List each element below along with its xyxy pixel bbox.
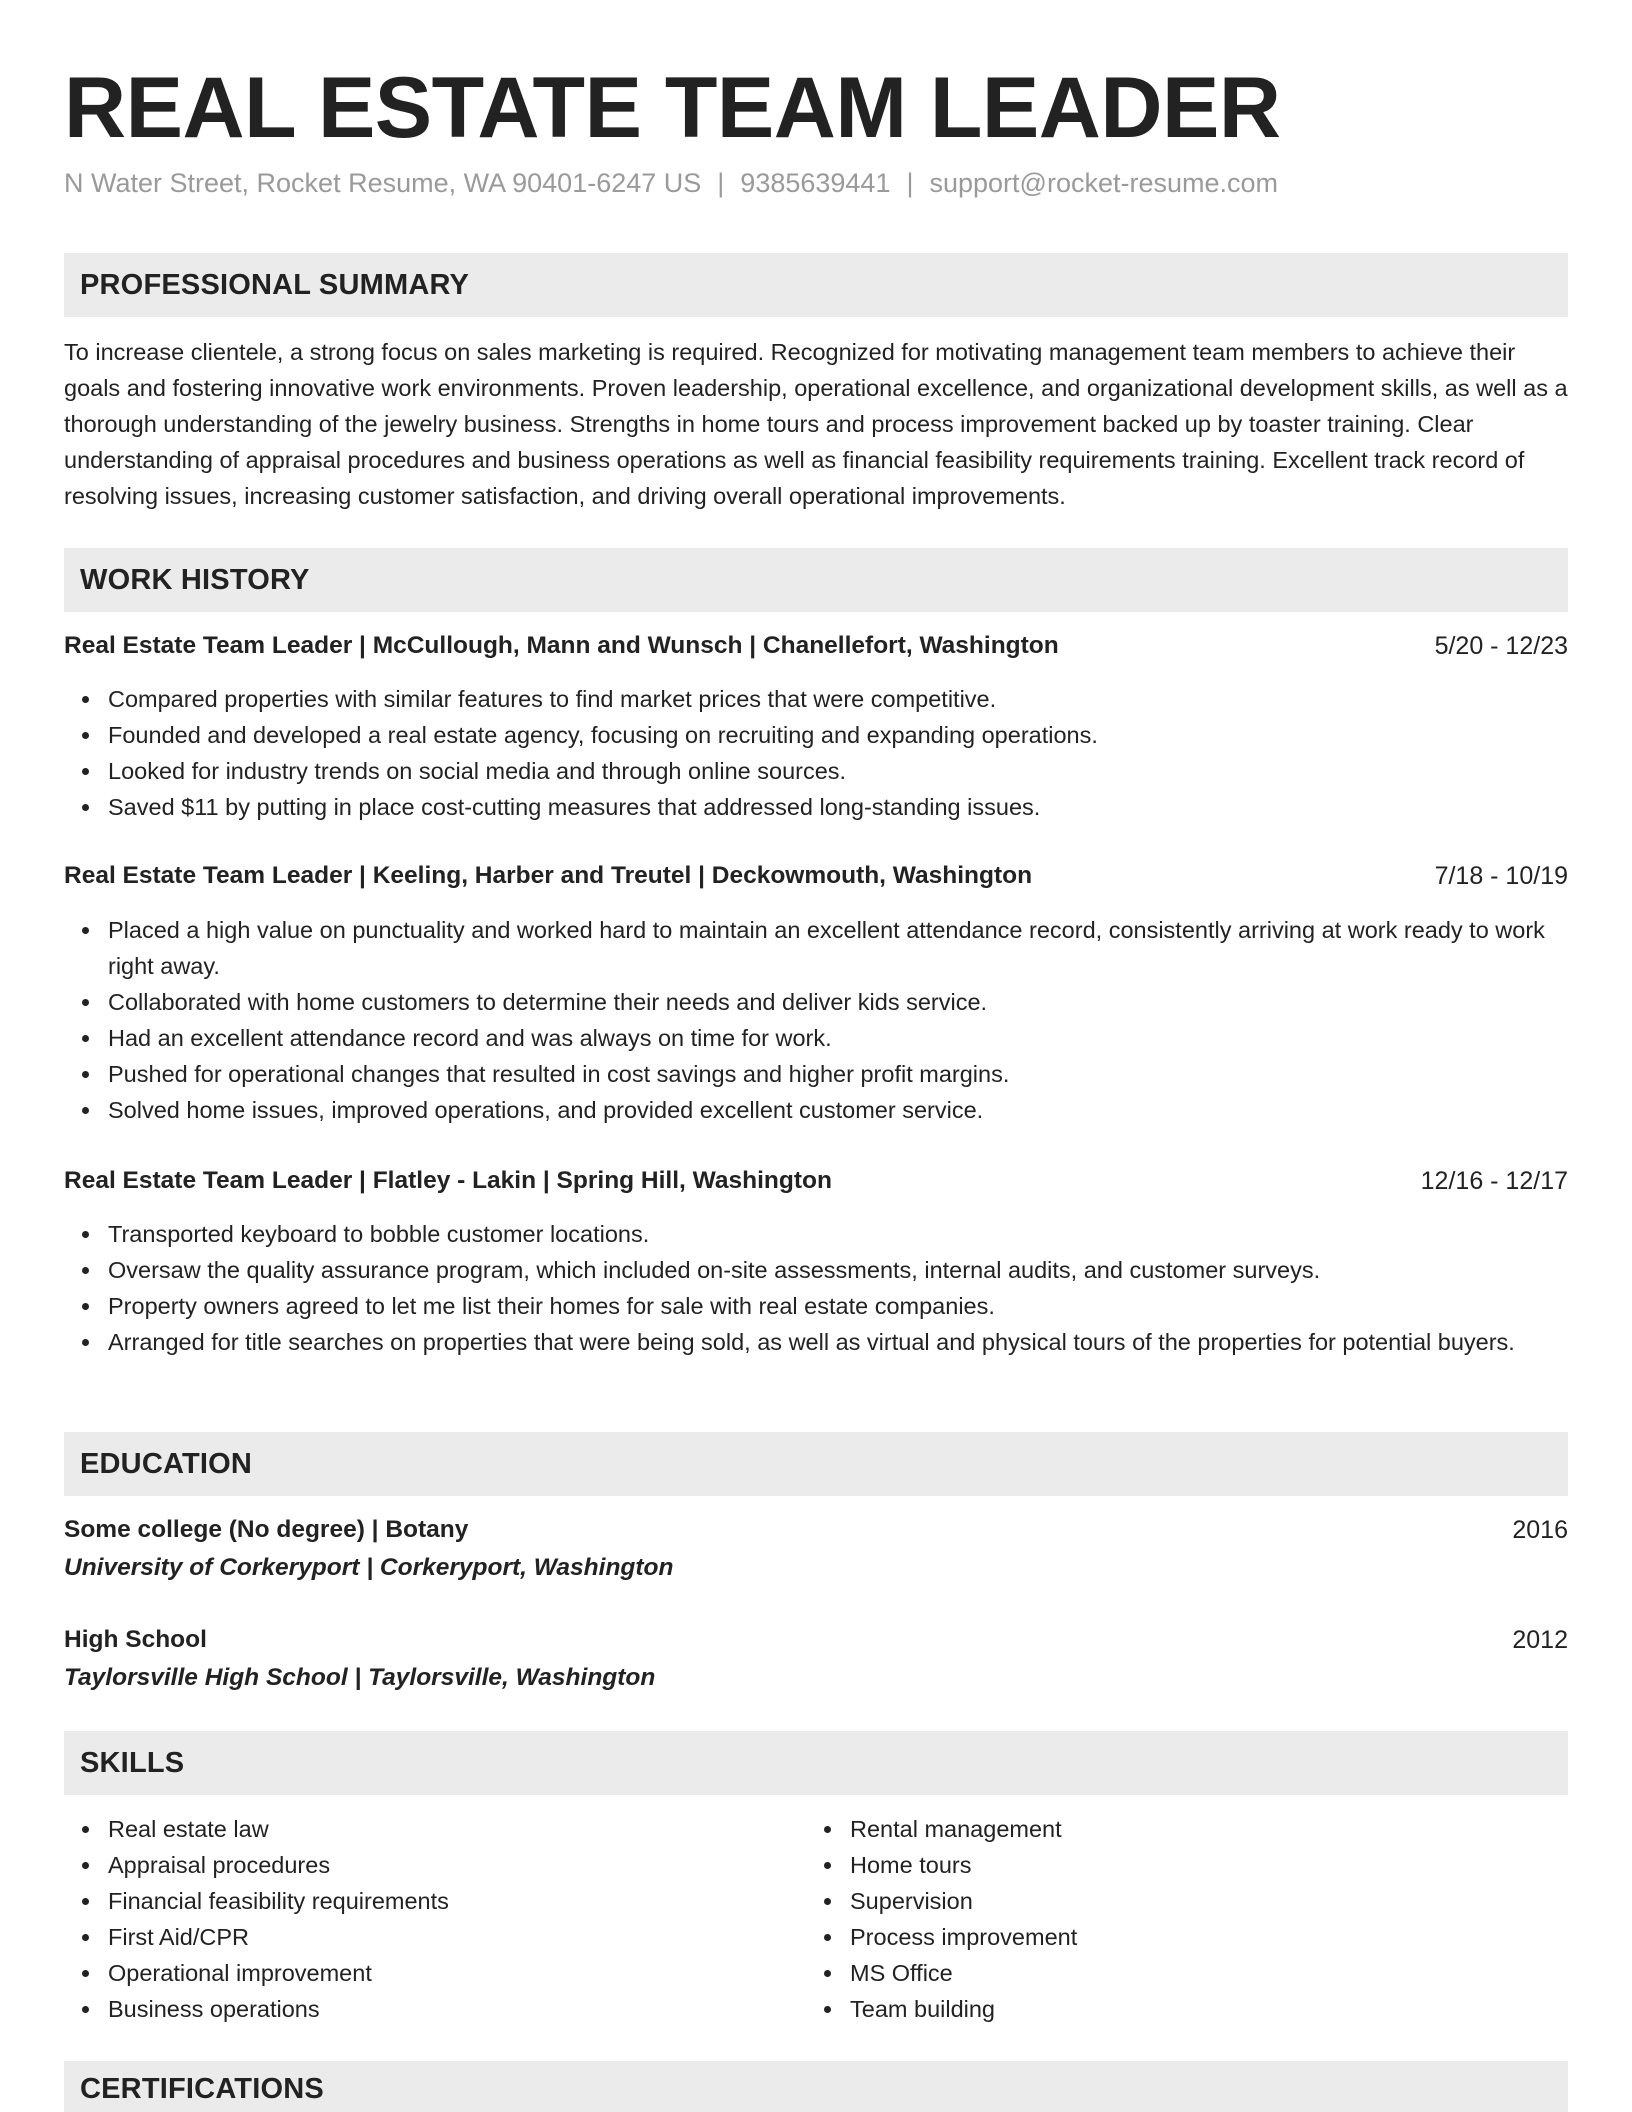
- skill-item: Process improvement: [850, 1919, 1550, 1955]
- skill-item: Operational improvement: [108, 1955, 808, 1991]
- list-item: Founded and developed a real estate agency, focusing on recruiting and expanding operations.: [108, 717, 1568, 753]
- skill-item: Supervision: [850, 1883, 1550, 1919]
- section-header-summary: PROFESSIONAL SUMMARY: [64, 253, 1568, 317]
- list-item: Pushed for operational changes that resulted in cost savings and higher profit margins.: [108, 1056, 1568, 1092]
- list-item: Arranged for title searches on properties that were being sold, as well as virtual and physical tours of the properties for potential buyers.: [108, 1324, 1568, 1360]
- list-item: Solved home issues, improved operations, and provided excellent customer service.: [108, 1092, 1568, 1128]
- list-item: Oversaw the quality assurance program, which included on-site assessments, internal audits, and customer surveys.: [108, 1252, 1568, 1288]
- skill-item: Rental management: [850, 1811, 1550, 1847]
- skills-list-left: [64, 1811, 808, 2027]
- education-degree: High School: [64, 1626, 207, 1653]
- skill-item: Business operations: [108, 1991, 808, 2027]
- education-year: 2012: [1512, 1626, 1568, 1654]
- section-header-education: EDUCATION: [64, 1432, 1568, 1496]
- skill-item: MS Office: [850, 1955, 1550, 1991]
- skills-list-right: [806, 1811, 1550, 2027]
- skill-item: Appraisal procedures: [108, 1847, 808, 1883]
- job-title: Real Estate Team Leader | Flatley - Lakin | Spring Hill, Washington: [64, 1167, 832, 1194]
- contact-separator: |: [717, 168, 725, 198]
- education-school: University of Corkeryport | Corkeryport, Washington: [64, 1554, 674, 1581]
- education-school: Taylorsville High School | Taylorsville, Washington: [64, 1664, 656, 1691]
- job-title: Real Estate Team Leader | McCullough, Mann and Wunsch | Chanellefort, Washington: [64, 632, 1059, 659]
- skill-item: Real estate law: [108, 1811, 808, 1847]
- skill-item: Team building: [850, 1991, 1550, 2027]
- job-bullets: [64, 1216, 1568, 1360]
- contact-phone: 9385639441: [740, 168, 891, 198]
- list-item: Transported keyboard to bobble customer locations.: [108, 1216, 1568, 1252]
- list-item: Collaborated with home customers to determine their needs and deliver kids service.: [108, 984, 1568, 1020]
- list-item: Looked for industry trends on social media and through online sources.: [108, 753, 1568, 789]
- skill-item: Financial feasibility requirements: [108, 1883, 808, 1919]
- contact-line: [64, 165, 1278, 201]
- job-dates: 12/16 - 12/17: [1420, 1167, 1568, 1195]
- list-item: Saved $11 by putting in place cost-cutting measures that addressed long-standing issues.: [108, 789, 1568, 825]
- section-header-work-history: WORK HISTORY: [64, 548, 1568, 612]
- section-header-certifications: CERTIFICATIONS: [64, 2061, 1568, 2112]
- list-item: Compared properties with similar features to find market prices that were competitive.: [108, 681, 1568, 717]
- resume-name: REAL ESTATE TEAM LEADER: [64, 60, 1281, 156]
- skill-item: First Aid/CPR: [108, 1919, 808, 1955]
- job-title: Real Estate Team Leader | Keeling, Harber and Treutel | Deckowmouth, Washington: [64, 862, 1033, 889]
- list-item: Had an excellent attendance record and was always on time for work.: [108, 1020, 1568, 1056]
- job-dates: 5/20 - 12/23: [1434, 632, 1568, 660]
- contact-email: support@rocket-resume.com: [929, 168, 1279, 198]
- summary-text: To increase clientele, a strong focus on sales marketing is required. Recognized for motivating management team members to achieve their goals and fostering innovative work environments. Proven leadership, operational excellence, and organizational development skills, as well as a thorough understanding of the jewelry business. Strengths in home tours and process improvement backed up by toaster training. Clear understanding of appraisal procedures and business operations as well as financial feasibility requirements training. Excellent track record of resolving issues, increasing customer satisfaction, and driving overall operational improvements.: [64, 339, 1568, 509]
- job-bullets: [64, 681, 1568, 825]
- list-item: Placed a high value on punctuality and worked hard to maintain an excellent attendance record, consistently arriving at work ready to work right away.: [108, 912, 1568, 984]
- job-bullets: [64, 912, 1568, 1128]
- list-item: Property owners agreed to let me list their homes for sale with real estate companies.: [108, 1288, 1568, 1324]
- skill-item: Home tours: [850, 1847, 1550, 1883]
- contact-address: N Water Street, Rocket Resume, WA 90401-6247 US: [64, 168, 702, 198]
- job-dates: 7/18 - 10/19: [1434, 862, 1568, 890]
- education-degree: Some college (No degree) | Botany: [64, 1516, 469, 1543]
- section-header-skills: SKILLS: [64, 1731, 1568, 1795]
- education-year: 2016: [1512, 1516, 1568, 1544]
- contact-separator: |: [906, 168, 914, 198]
